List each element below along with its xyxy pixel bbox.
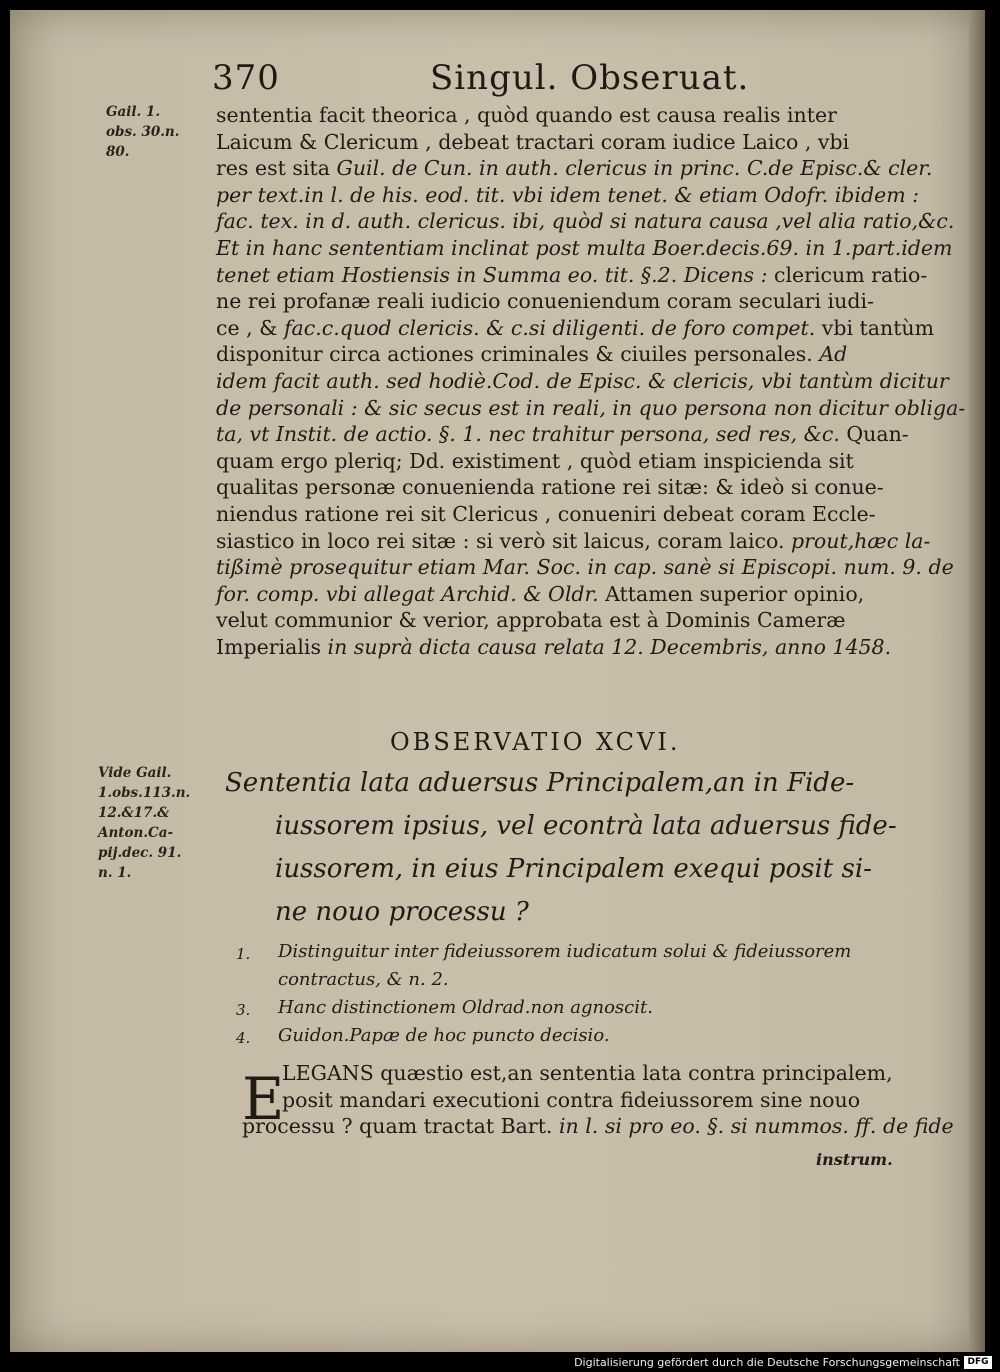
dfg-logo: DFG (964, 1356, 992, 1369)
body-line (216, 288, 896, 315)
text2-line (282, 1060, 902, 1087)
body-segment: niendus ratione rei sit Clericus , conueniri debeat coram Eccle- (216, 501, 876, 526)
body-segment: Ad (819, 342, 848, 367)
body-line (216, 262, 928, 289)
body-segment: Attamen superior opinio, (605, 581, 865, 606)
body-segment: qualitas personæ conuenienda ratione rei sitæ: & ideò si conue- (216, 475, 884, 500)
body-segment: per text.in l. de his. eod. tit. vbi idem tenet. & etiam Odofr. ibidem : (216, 182, 920, 207)
body-line (216, 528, 931, 555)
body-segment: de personali : & sic secus est in reali, in quo persona non dicitur obliga- (216, 395, 966, 420)
body-segment: siastico in loco rei sitæ : si verò sit laicus, coram laico. (216, 528, 791, 553)
body-segment: Et in hanc sententiam inclinat post multa Boer.decis.69. in 1.part.idem (216, 235, 953, 260)
section-title: OBSERVATIO XCVI. (390, 728, 681, 756)
margin-note-2: Vide Gail. 1.obs.113.n. 12.&17.& Anton.Ca- pij.dec. 91. n. 1. (98, 765, 191, 881)
body-line (216, 395, 966, 422)
text2-segment: processu ? quam tractat Bart. (242, 1114, 559, 1139)
body-segment: clericum ratio- (774, 262, 928, 287)
text2-segment: posit mandari executioni contra fideiussorem sine nouo (282, 1087, 861, 1112)
body-line (216, 607, 896, 634)
body-line (216, 182, 920, 209)
observation-summary (225, 762, 905, 934)
body-segment: Guil. de Cun. in auth. clericus in princ. C.de Episc.& cler. (336, 156, 933, 181)
catchword: instrum. (816, 1150, 893, 1169)
text2-line (242, 1113, 954, 1140)
body-line (216, 368, 949, 395)
item-number: 1. (236, 945, 251, 963)
summary-items (236, 938, 926, 1050)
body-line (216, 315, 935, 342)
body-segment: ta, vt Instit. de actio. §. 1. nec trahitur persona, sed res, &c. (216, 422, 847, 447)
body-segment: quam ergo pleriq; Dd. existiment , quòd etiam inspicienda sit (216, 448, 854, 473)
body-line (216, 155, 933, 182)
body-segment: for. comp. vbi allegat Archid. & Oldr. (216, 581, 606, 606)
book-page (10, 10, 985, 1352)
page-number: 370 (212, 58, 280, 98)
body-segment: Imperialis (216, 634, 328, 659)
footer-bar (0, 1352, 1000, 1372)
body-line (216, 634, 896, 661)
body-segment: idem facit auth. sed hodiè.Cod. de Episc. & clericis, vbi tantùm dicitur (216, 368, 949, 393)
summary-line: iussorem, in eius Principalem exequi posit si- (275, 854, 872, 884)
body-line (216, 448, 896, 475)
body-segment: fac.c.quod clericis. & c.si diligenti. de foro compet. (283, 315, 822, 340)
body-segment: res est sita (216, 156, 337, 181)
body-segment: vbi tantùm (821, 315, 935, 340)
observation-text (242, 1060, 954, 1140)
body-segment: tißimè prosequitur etiam Mar. Soc. in cap. sanè si Episcopi. num. 9. de (216, 555, 954, 580)
body-segment: prout,hæc la- (791, 528, 931, 553)
margin-note-1: Gail. 1. obs. 30.n. 80. (106, 104, 180, 160)
item-text: Guidon.Papæ de hoc puncto decisio. (278, 1025, 610, 1046)
body-segment: Laicum & Clericum , debeat tractari coram iudice Laico , vbi (216, 129, 850, 154)
body-line (216, 501, 896, 528)
summary-item (236, 1022, 926, 1050)
page-edge (969, 10, 985, 1352)
text2-segment: in l. si pro eo. §. si nummos. ff. de fide (558, 1114, 954, 1139)
body-line (216, 554, 954, 581)
running-head: Singul. Obseruat. (430, 58, 750, 98)
body-line (216, 129, 896, 156)
item-number: 4. (236, 1029, 251, 1047)
summary-line: Sententia lata aduersus Principalem,an in Fide- (225, 768, 855, 798)
item-text: Hanc distinctionem Oldrad.non agnoscit. (278, 997, 653, 1018)
drop-cap: E (242, 1065, 285, 1133)
item-number: 3. (236, 1001, 251, 1019)
body-segment: ce , & (216, 315, 284, 340)
body-line (216, 235, 953, 262)
body-line (216, 474, 896, 501)
page-header (10, 58, 985, 102)
body-segment: disponitur circa actiones criminales & ciuiles personales. (216, 342, 820, 367)
body-segment: ne rei profanæ reali iudicio conueniendum coram seculari iudi- (216, 289, 874, 314)
body-segment: in suprà dicta causa relata 12. Decembris, anno 1458. (327, 634, 892, 659)
summary-item (236, 966, 926, 994)
body-segment: fac. tex. in d. auth. clericus. ibi, quòd si natura causa ,vel alia ratio,&c. (216, 209, 955, 234)
body-line (216, 581, 896, 608)
summary-item (236, 938, 926, 966)
body-line (216, 421, 909, 448)
item-text: contractus, & n. 2. (278, 969, 449, 990)
item-text: Distinguitur inter fideiussorem iudicatum solui & fideiussorem (278, 941, 852, 962)
body-line (216, 341, 896, 368)
body-segment: tenet etiam Hostiensis in Summa eo. tit. §.2. Dicens : (216, 262, 775, 287)
body-segment: velut communior & verior, approbata est à Dominis Cameræ (216, 608, 846, 633)
text2-line (282, 1087, 902, 1114)
summary-line: iussorem ipsius, vel econtrà lata aduersus fide- (275, 811, 897, 841)
body-segment: sententia facit theorica , quòd quando est causa realis inter (216, 103, 837, 127)
summary-item (236, 994, 926, 1022)
body-segment: Quan- (846, 422, 909, 447)
summary-line: ne nouo processu ? (275, 897, 529, 927)
body-text (216, 102, 966, 660)
text2-segment: LEGANS quæstio est,an sententia lata contra principalem, (282, 1061, 893, 1085)
body-line (216, 102, 896, 129)
digitization-credit: Digitalisierung gefördert durch die Deutsche Forschungsgemeinschaft (574, 1356, 960, 1369)
body-line (216, 208, 955, 235)
